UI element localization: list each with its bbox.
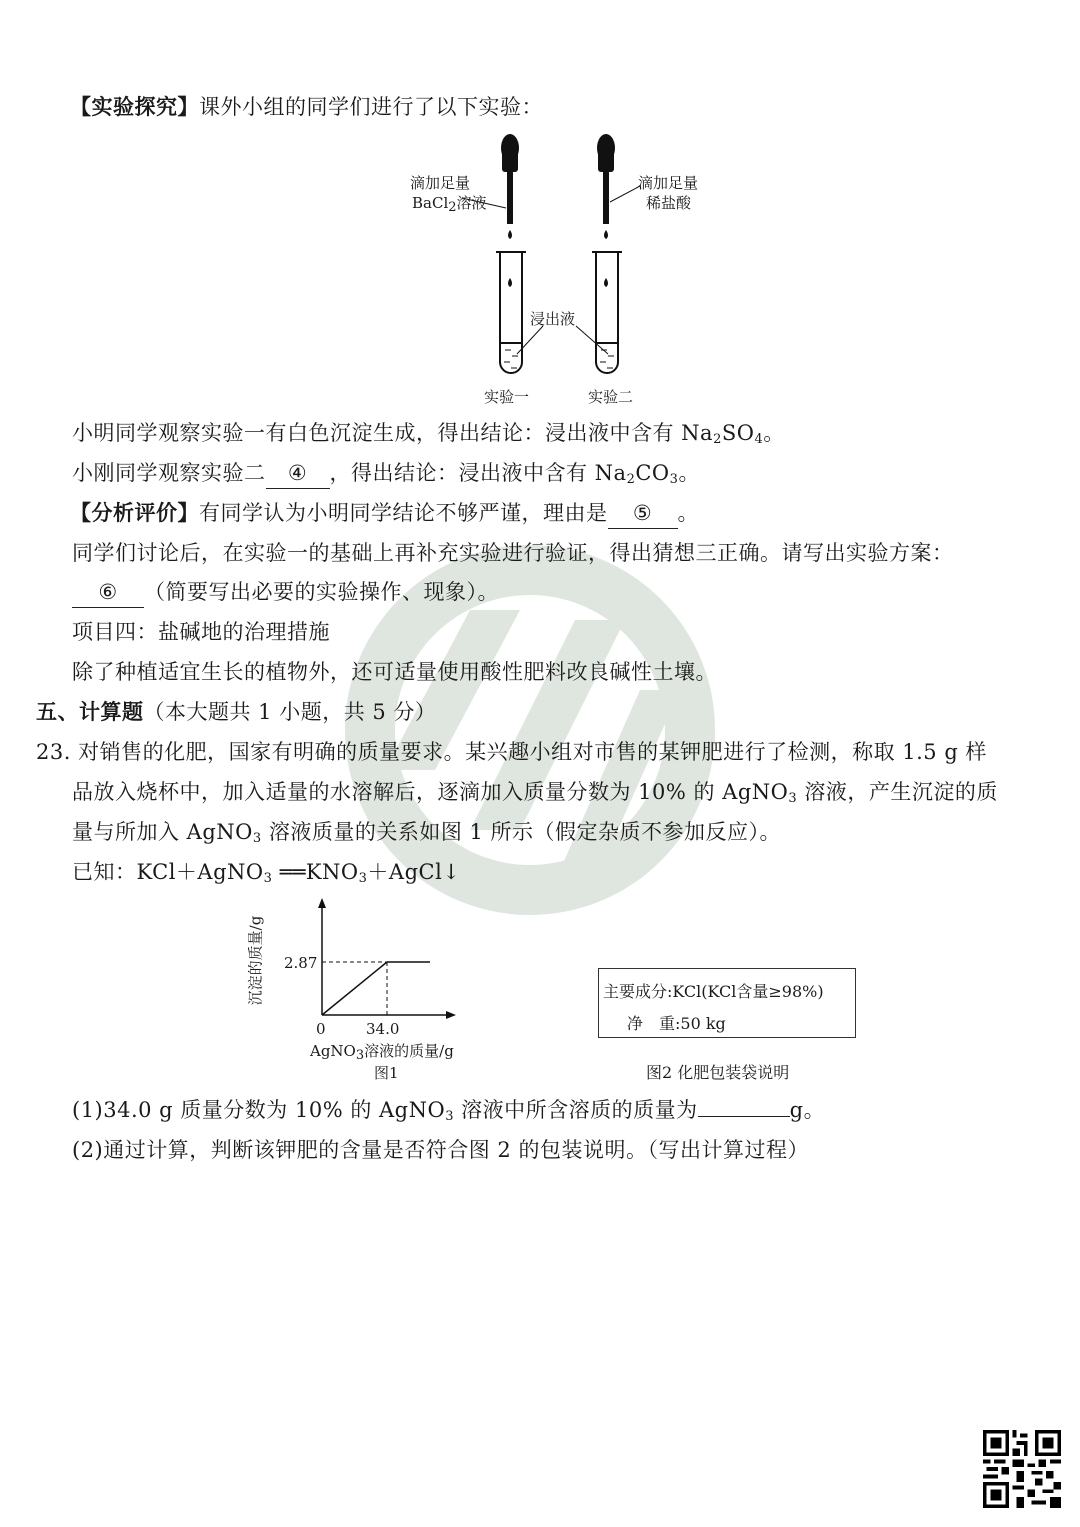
reaction-equation: 已知：KCl＋AgNO$_3$ $══KNO_3+AgCl↓$ — [72, 860, 461, 886]
left-reagent-label: 滴加足量 — [410, 174, 471, 192]
experiment-1-caption: 实验一 — [484, 388, 530, 406]
qr-code-icon[interactable] — [983, 1430, 1061, 1508]
x-tick-34: 34.0 — [366, 1020, 400, 1038]
project-four-heading: 项目四：盐碱地的治理措施 — [72, 620, 330, 644]
paragraph-treatment: 除了种植适宜生长的植物外，还可适量使用酸性肥料改良碱性土壤。 — [72, 660, 717, 684]
answer-blank-5[interactable]: ⑤ — [608, 498, 678, 529]
question-23-line2: 品放入烧杯中，加入适量的水溶解后，逐滴加入质量分数为 10% 的 AgNO$_3$ 溶液，产生沉淀的质 — [72, 780, 998, 806]
paragraph-discussion: 同学们讨论后，在实验一的基础上再补充实验进行验证，得出猜想三正确。请写出实验方案： — [72, 541, 954, 565]
answer-blank-6[interactable]: ⑥ — [72, 577, 144, 608]
fertilizer-label-box — [598, 968, 856, 1038]
right-reagent-label: 滴加足量 — [638, 174, 699, 192]
paragraph-analysis: 【分析评价】有同学认为小明同学结论不够严谨，理由是 ⑤ 。 — [70, 498, 699, 529]
net-weight: 净 重:50 kg — [627, 1014, 726, 1033]
section-calc-title: 五、计算题（本大题共 1 小题，共 5 分） — [36, 699, 437, 724]
experiment-heading: 【实验探究】课外小组的同学们进行了以下实验： — [70, 94, 543, 119]
answer-blank-solute-mass[interactable] — [698, 1116, 790, 1117]
answer-blank-4[interactable]: ④ — [266, 458, 330, 489]
figure-1-chart — [240, 890, 490, 1085]
paragraph-xiaogang: 小刚同学观察实验二 ④ ，得出结论：浸出液中含有 $Na_2CO_3$。 — [72, 458, 700, 489]
main-ingredient: 主要成分:KCl(KCl含量≥98%) — [603, 982, 824, 1001]
x-tick-0: 0 — [316, 1020, 326, 1038]
figure-2-caption: 图2 化肥包装袋说明 — [646, 1063, 790, 1082]
y-axis-label: 沉淀的质量/g — [246, 915, 265, 1006]
figure-1-caption: 图1 — [374, 1064, 399, 1082]
y-tick-2-87: 2.87 — [284, 954, 318, 972]
test-tube-diagram-icon — [400, 128, 730, 413]
experiment-2-caption: 实验二 — [588, 388, 634, 406]
left-reagent-formula: BaCl$_2$溶液 — [412, 194, 487, 215]
sub-question-1: (1)34.0 g 质量分数为 10% 的 AgNO$_3$ 溶液中所含溶质的质量为 g。 — [72, 1098, 826, 1124]
leachate-label: 浸出液 — [530, 310, 576, 328]
question-23-line1: 23. 对销售的化肥，国家有明确的质量要求。某兴趣小组对市售的某钾肥进行了检测，称取 1.5 g 样 — [36, 740, 987, 764]
sub-question-2: (2)通过计算，判断该钾肥的含量是否符合图 2 的包装说明。（写出计算过程） — [72, 1138, 809, 1162]
experiment-figure — [400, 128, 730, 413]
x-axis-label: AgNO$_3$溶液的质量/g — [310, 1042, 454, 1063]
right-reagent-name: 稀盐酸 — [646, 194, 692, 212]
paragraph-plan: ⑥ （简要写出必要的实验操作、现象）。 — [72, 577, 499, 608]
paragraph-xiaoming: 小明同学观察实验一有白色沉淀生成，得出结论：浸出液中含有 $Na_2SO_4$。 — [72, 421, 785, 447]
question-23-line3: 量与所加入 AgNO$_3$ 溶液质量的关系如图 1 所示（假定杂质不参加反应）。 — [72, 820, 782, 846]
